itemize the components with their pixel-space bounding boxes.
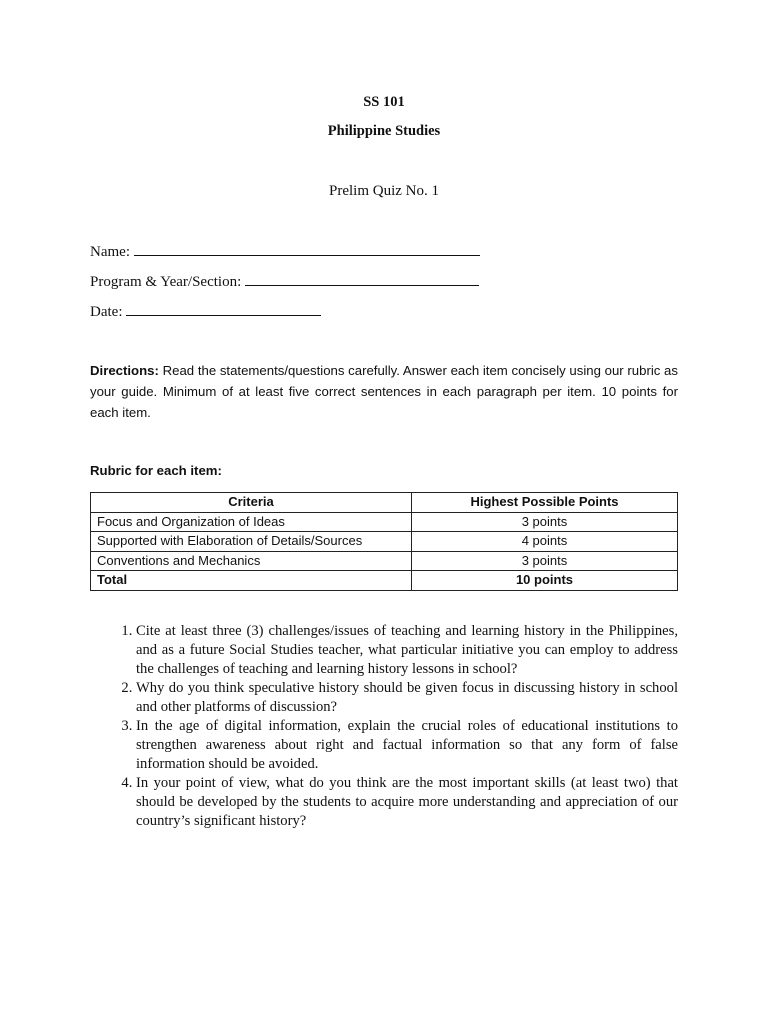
directions-paragraph (90, 360, 678, 423)
date-field (90, 301, 321, 321)
program-label: Program & Year/Section: (90, 274, 242, 290)
name-label: Name: (90, 244, 130, 260)
directions-label: Directions: (90, 363, 159, 378)
question-item: 3. In the age of digital information, explain the crucial roles of educational institutions to strengthen awareness about right and factual information so that any form of false information should be avoided. (136, 717, 678, 774)
rubric-table (90, 492, 678, 591)
name-blank-line (134, 241, 480, 256)
directions-text: Read the statements/questions carefully. Answer each item concisely using our rubric as your guide. Minimum of at least five correct sentences in each paragraph per item. 10 points for each item. (90, 363, 678, 420)
name-field (90, 241, 480, 261)
course-code: SS 101 (363, 94, 405, 110)
date-label: Date: (90, 304, 123, 320)
criteria-cell: Supported with Elaboration of Details/Sources (91, 532, 412, 552)
table-row (91, 512, 678, 532)
points-cell: 3 points (412, 551, 678, 571)
program-blank-line (245, 271, 479, 286)
criteria-cell: Focus and Organization of Ideas (91, 512, 412, 532)
points-column-header: Highest Possible Points (412, 493, 678, 513)
points-cell: 3 points (412, 512, 678, 532)
question-item: 4. In your point of view, what do you think are the most important skills (at least two) that should be developed by the students to acquire more understanding and appreciation of our country’s significant history? (136, 774, 678, 831)
question-list (90, 622, 678, 831)
total-row (91, 571, 678, 591)
table-row (91, 551, 678, 571)
date-blank-line (126, 301, 321, 316)
total-label-cell: Total (91, 571, 412, 591)
question-item: 2. Why do you think speculative history should be given focus in discussing history in school and other platforms of discussion? (136, 679, 678, 717)
program-field (90, 271, 479, 291)
criteria-cell: Conventions and Mechanics (91, 551, 412, 571)
quiz-title: Prelim Quiz No. 1 (329, 183, 439, 199)
question-item: 1. Cite at least three (3) challenges/issues of teaching and learning history in the Philippines, and as a future Social Studies teacher, what particular initiative you can employ to address the challenges of teaching and learning history lessons in school? (136, 622, 678, 679)
points-cell: 4 points (412, 532, 678, 552)
rubric-header-row (91, 493, 678, 513)
course-title: Philippine Studies (327, 123, 441, 139)
table-row (91, 532, 678, 552)
rubric-heading: Rubric for each item: (90, 463, 222, 478)
criteria-column-header: Criteria (91, 493, 412, 513)
total-points-cell: 10 points (412, 571, 678, 591)
